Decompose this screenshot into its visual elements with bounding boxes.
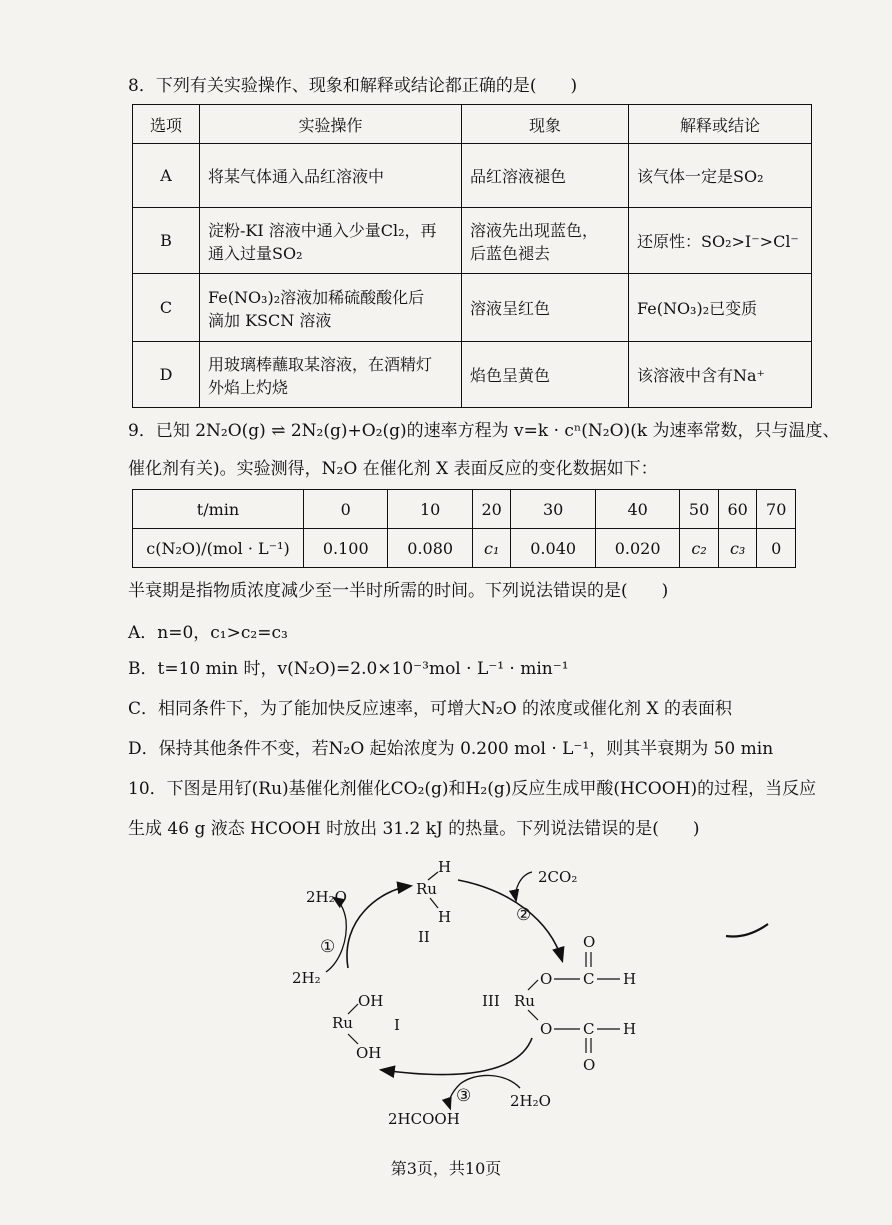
species-ii-ru: Ru — [416, 880, 437, 898]
q8-header-conclusion: 解释或结论 — [629, 105, 812, 144]
formate1-o: O — [540, 970, 553, 988]
page-footer: 第3页，共10页 — [390, 1159, 502, 1178]
q8-option-d: D — [133, 342, 200, 408]
q8-header-operation: 实验操作 — [200, 105, 462, 144]
q8-phenomenon-b: 溶液先出现蓝色， 后蓝色褪去 — [462, 208, 629, 274]
q9-time-cell: 10 — [388, 490, 472, 529]
species-iii-label: III — [482, 992, 500, 1010]
q9-time-cell: 40 — [595, 490, 679, 529]
q8-phenomenon-a: 品红溶液褪色 — [462, 144, 629, 208]
h2o-out-arrow — [326, 898, 346, 972]
table-row — [133, 342, 812, 408]
q9-time-cell: 20 — [472, 490, 511, 529]
species-i-label: I — [394, 1016, 400, 1034]
q9-stem-line2: 催化剂有关)。实验测得，N₂O 在催化剂 X 表面反应的变化数据如下： — [128, 459, 658, 479]
q9-option-a: A．n=0，c₁>c₂=c₃ — [128, 623, 288, 643]
species-i-ru: Ru — [332, 1014, 353, 1032]
q9-time-cell: 70 — [757, 490, 796, 529]
co2-reactant-label: 2CO₂ — [538, 868, 578, 886]
species-i-oh-top: OH — [358, 992, 384, 1010]
species-iii-ru: Ru — [514, 992, 535, 1010]
q10-stem-line2: 生成 46 g 液态 HCOOH 时放出 31.2 kJ 的热量。下列说法错误的是( ) — [128, 819, 700, 839]
q8-header-phenomenon: 现象 — [462, 105, 629, 144]
formate2-o: O — [540, 1020, 553, 1038]
q8-conclusion-c: Fe(NO₃)₂已变质 — [629, 274, 812, 342]
q9-conc-cell: 0.020 — [595, 529, 679, 568]
q8-operation-c: Fe(NO₃)₂溶液加稀硫酸酸化后 滴加 KSCN 溶液 — [200, 274, 462, 342]
step2-label: ② — [516, 905, 532, 925]
q9-conc-cell: 0.040 — [511, 529, 595, 568]
species-i-oh-bottom: OH — [356, 1044, 382, 1062]
pen-mark — [722, 918, 772, 942]
q9-conc-cell: 0.100 — [304, 529, 388, 568]
q8-option-c: C — [133, 274, 200, 342]
q9-option-d: D．保持其他条件不变，若N₂O 起始浓度为 0.200 mol · L⁻¹，则其半衰期为 50 min — [128, 739, 774, 759]
q8-operation-b: 淀粉-KI 溶液中通入少量Cl₂，再 通入过量SO₂ — [200, 208, 462, 274]
cycle-arc-step3 — [382, 1038, 532, 1075]
q8-conclusion-a: 该气体一定是SO₂ — [629, 144, 812, 208]
h2o-product-label: 2H₂O — [306, 888, 347, 906]
q9-conc-cell: c₂ — [680, 529, 719, 568]
q9-time-cell: 60 — [718, 490, 757, 529]
q8-option-a: A — [133, 144, 200, 208]
q9-after-text: 半衰期是指物质浓度减少至一半时所需的时间。下列说法错误的是( ) — [128, 581, 669, 601]
q9-conc-cell: 0.080 — [388, 529, 472, 568]
q10-stem-line1: 10．下图是用钌(Ru)基催化剂催化CO₂(g)和H₂(g)反应生成甲酸(HCOOH)的过程，当反应 — [128, 779, 817, 799]
q8-conclusion-d: 该溶液中含有Na⁺ — [629, 342, 812, 408]
hcooh-product-label: 2HCOOH — [388, 1110, 460, 1128]
formate1-c: C — [583, 970, 595, 988]
q9-conc-cell: c₁ — [472, 529, 511, 568]
q9-time-cell: 50 — [680, 490, 719, 529]
q8-stem: 8．下列有关实验操作、现象和解释或结论都正确的是( ) — [128, 76, 578, 96]
q9-stem-line1: 9．已知 2N₂O(g) ⇌ 2N₂(g)+O₂(g)的速率方程为 v=k · cⁿ(N₂O)(k 为速率常数，只与温度、 — [128, 421, 840, 441]
q8-phenomenon-d: 焰色呈黄色 — [462, 342, 629, 408]
co2-in-arrow — [516, 872, 532, 900]
q9-time-header: t/min — [133, 490, 304, 529]
species-ii-label: II — [418, 928, 430, 946]
q9-conc-header: c(N₂O)/(mol · L⁻¹) — [133, 529, 304, 568]
q9-time-cell: 0 — [304, 490, 388, 529]
formate2-h: H — [623, 1020, 637, 1038]
step3-label: ③ — [456, 1086, 472, 1106]
q9-conc-cell: 0 — [757, 529, 796, 568]
table-row — [133, 274, 812, 342]
q8-phenomenon-c: 溶液呈红色 — [462, 274, 629, 342]
q8-operation-d: 用玻璃棒蘸取某溶液，在酒精灯 外焰上灼烧 — [200, 342, 462, 408]
q8-header-option: 选项 — [133, 105, 200, 144]
table-row — [133, 144, 812, 208]
table-row — [133, 208, 812, 274]
catalytic-cycle-diagram — [270, 850, 670, 1135]
q9-option-c: C．相同条件下，为了能加快反应速率，可增大N₂O 的浓度或催化剂 X 的表面积 — [128, 699, 732, 719]
table-row — [133, 490, 796, 529]
species-ii-h-top: H — [438, 858, 452, 876]
h2o-reactant-label: 2H₂O — [510, 1092, 551, 1110]
formate1-carbonyl-o: O — [583, 933, 596, 951]
formate2-c: C — [583, 1020, 595, 1038]
q9-time-cell: 30 — [511, 490, 595, 529]
q8-table — [132, 104, 812, 408]
cycle-arc-step2 — [458, 880, 562, 960]
q8-option-b: B — [133, 208, 200, 274]
step1-label: ① — [320, 937, 336, 957]
table-row — [133, 529, 796, 568]
formate2-carbonyl-o: O — [583, 1056, 596, 1074]
q8-conclusion-b: 还原性：SO₂>I⁻>Cl⁻ — [629, 208, 812, 274]
formate1-h: H — [623, 970, 637, 988]
q9-conc-cell: c₃ — [718, 529, 757, 568]
q9-table — [132, 489, 796, 568]
species-ii-h-bottom: H — [438, 908, 452, 926]
q9-option-b: B．t=10 min 时，v(N₂O)=2.0×10⁻³mol · L⁻¹ · min⁻¹ — [128, 659, 569, 679]
h2-reactant-label: 2H₂ — [292, 969, 321, 987]
q8-operation-a: 将某气体通入品红溶液中 — [200, 144, 462, 208]
cycle-arc-step1 — [347, 886, 410, 968]
